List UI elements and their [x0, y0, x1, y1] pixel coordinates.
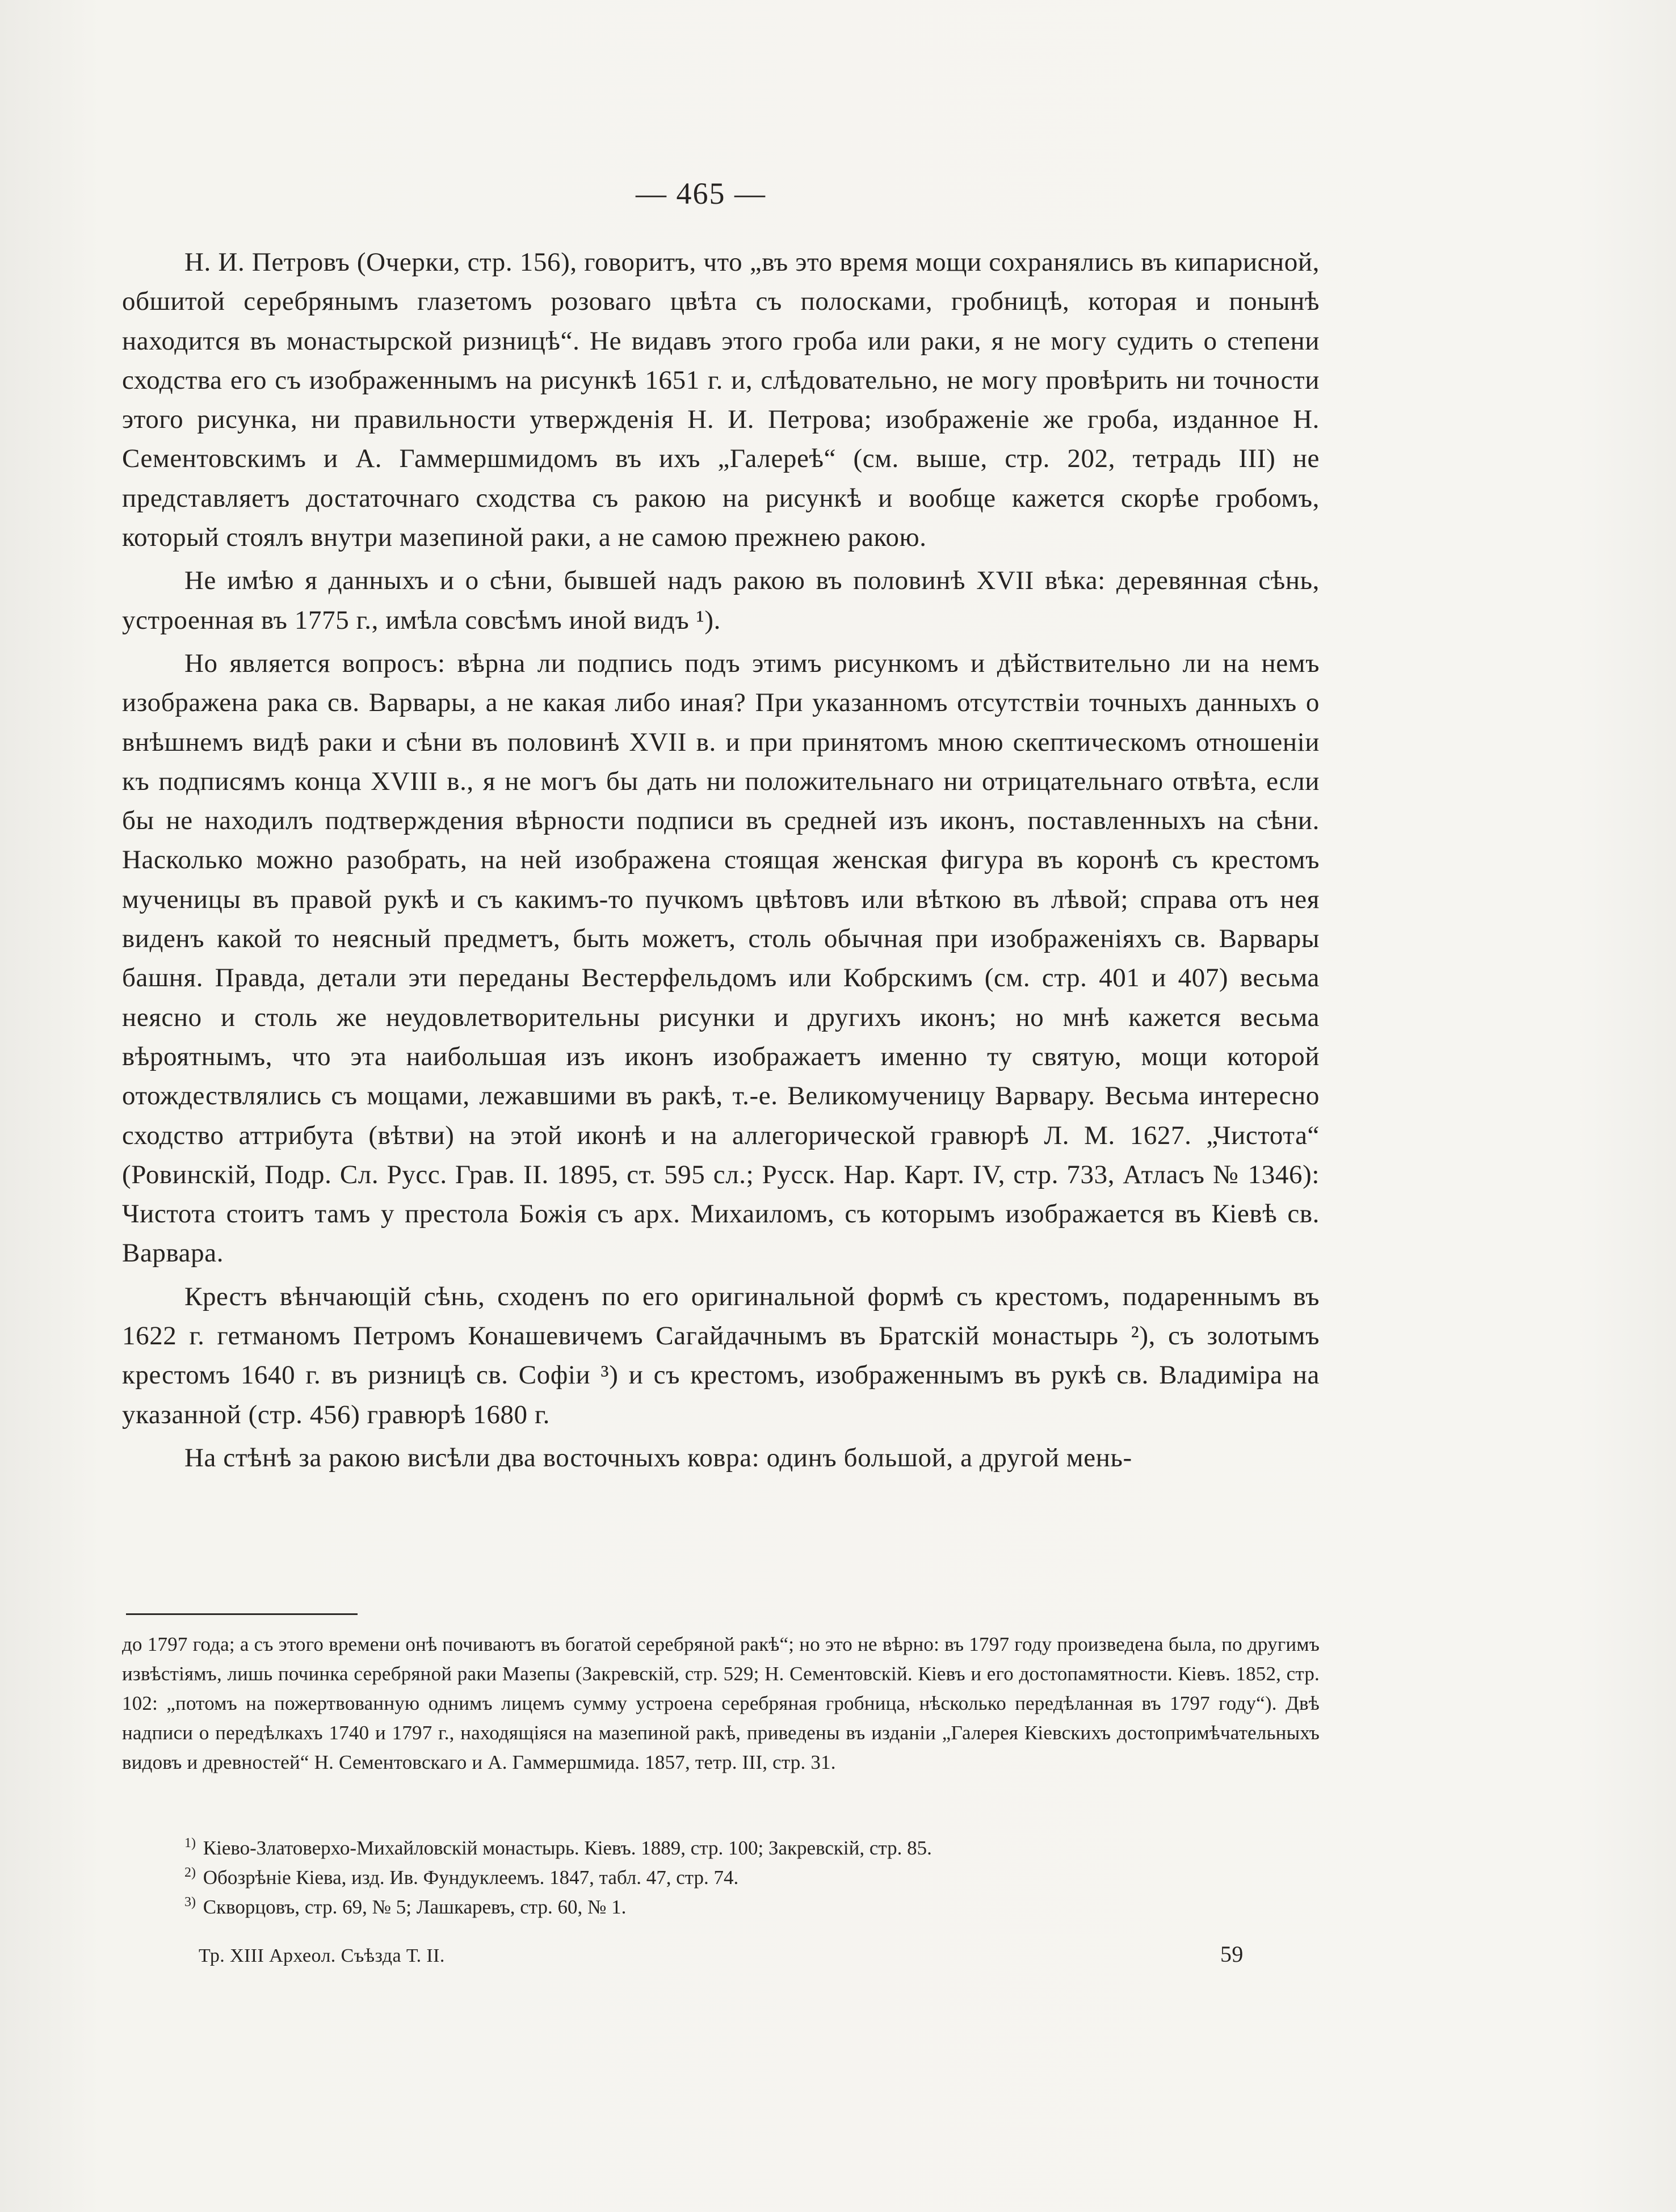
footnote-2-text: Обозрѣніе Кіева, изд. Ив. Фундуклеемъ. 1847, табл. 47, стр. 74.: [203, 1866, 739, 1889]
paragraph-petrov: Н. И. Петровъ (Очерки, стр. 156), говоритъ, что „въ это время мощи сохранялись въ кипарисной, обшитой серебрянымъ глазетомъ розоваго цвѣта съ полосками, гробницѣ, которая и понынѣ находится въ монастырской ризницѣ“. Не видавъ этого гроба или раки, я не могу судить о степени сходства его съ изображеннымъ на рисункѣ 1651 г. и, слѣдовательно, не могу провѣрить ни точности этого рисунка, ни правильности утвержденія Н. И. Петрова; изображеніе же гроба, изданное Н. Сементовскимъ и А. Гаммершмидомъ въ ихъ „Галереѣ“ (см. выше, стр. 202, тетрадь III) не представляетъ достаточнаго сходства съ ракою на рисункѣ и вообще кажется скорѣе гробомъ, который стоялъ внутри мазепиной раки, а не самою прежнею ракою.: [122, 247, 1320, 553]
main-text: [122, 243, 1320, 1478]
paragraph-canopy: Не имѣю я данныхъ и о сѣни, бывшей надъ ракою въ половинѣ XVII вѣка: деревянная сѣнь, устроенная въ 1775 г., имѣла совсѣмъ иной видъ ¹).: [122, 566, 1320, 635]
paragraph-cross: Крестъ вѣнчающій сѣнь, сходенъ по его оригинальной формѣ съ крестомъ, подареннымъ въ 1622 г. гетманомъ Петромъ Конашевичемъ Сагайдачнымъ въ Братскій монастырь ²), съ золотымъ крестомъ 1640 г. въ ризницѣ св. Софіи ³) и съ крестомъ, изображеннымъ въ рукѣ св. Владиміра на указанной (стр. 456) гравюрѣ 1680 г.: [122, 1281, 1320, 1429]
footnote-3-text: Скворцовъ, стр. 69, № 5; Лашкаревъ, стр. 60, № 1.: [203, 1896, 627, 1918]
footnote-2: [122, 1863, 1320, 1893]
footnote-divider: [126, 1613, 358, 1615]
signature-mark: Тр. XIII Археол. Съѣзда Т. II.: [199, 1945, 445, 1966]
sheet-number: 59: [1220, 1941, 1244, 1967]
continued-footnote-text: до 1797 года; а съ этого времени онѣ почиваютъ въ богатой серебряной ракѣ“; но это не вѣрно: въ 1797 году произведена была, по другимъ извѣстіямъ, лишь починка серебряной раки Мазепы (Закревскій, стр. 529; Н. Сементовскій. Кіевъ и его достопамятности. Кіевъ. 1852, стр. 102: „потомъ на пожертвованную однимъ лицемъ сумму устроена серебряная гробница, нѣсколько передѣланная въ 1797 году“). Двѣ надписи о передѣлкахъ 1740 и 1797 г., находящіяся на мазепиной ракѣ, приведены въ изданіи „Галерея Кіевскихъ достопримѣчательныхъ видовъ и древностей“ Н. Сементовскаго и А. Гаммершмида. 1857, тетр. III, стр. 31.: [122, 1633, 1320, 1773]
continued-footnote: [122, 1630, 1320, 1777]
paragraph-carpets: На стѣнѣ за ракою висѣли два восточныхъ ковра: одинъ большой, а другой мень-: [184, 1443, 1132, 1473]
page-number: — 465 —: [636, 176, 766, 211]
footnote-2-mark: 2): [184, 1865, 196, 1881]
footnote-3: [122, 1893, 1320, 1922]
page-footer: [0, 1941, 1676, 1977]
footnote-1: [122, 1833, 1320, 1863]
footnote-1-mark: 1): [184, 1836, 196, 1851]
footnote-3-mark: 3): [184, 1895, 196, 1910]
footnote-1-text: Кіево-Златоверхо-Михайловскій монастырь. Кіевъ. 1889, стр. 100; Закревскій, стр. 85.: [203, 1837, 932, 1859]
paragraph-inscription: Но является вопросъ: вѣрна ли подпись подъ этимъ рисункомъ и дѣйствительно ли на немъ изображена рака св. Варвары, а не какая либо иная? При указанномъ отсутствіи точныхъ данныхъ о внѣшнемъ видѣ раки и сѣни въ половинѣ XVII в. и при принятомъ мною скептическомъ отношеніи къ подписямъ конца XVIII в., я не могъ бы дать ни положительнаго ни отрицательнаго отвѣта, если бы не находилъ подтверждения вѣрности подписи въ средней изъ иконъ, поставленныхъ на сѣни. Насколько можно разобрать, на ней изображена стоящая женская фигура въ коронѣ съ крестомъ мученицы въ правой рукѣ и съ какимъ-то пучкомъ цвѣтовъ или вѣткою въ лѣвой; справа отъ нея виденъ какой то неясный предметъ, быть можетъ, столь обычная при изображеніяхъ св. Варвары башня. Правда, детали эти переданы Вестерфельдомъ или Кобрскимъ (см. стр. 401 и 407) весьма неясно и столь же неудовлетворительны рисунки и другихъ иконъ; но мнѣ кажется весьма вѣроятнымъ, что эта наибольшая изъ иконъ изображаетъ именно ту святую, мощи которой отождествлялись съ мощами, лежавшими въ ракѣ, т.-е. Великомученицу Варвару. Весьма интересно сходство аттрибута (вѣтви) на этой иконѣ и на аллегорической гравюрѣ Л. М. 1627. „Чистота“ (Ровинскій, Подр. Сл. Русс. Грав. II. 1895, ст. 595 сл.; Русск. Нар. Карт. IV, стр. 733, Атласъ № 1346): Чистота стоитъ тамъ у престола Божія съ арх. Михаиломъ, съ которымъ изображается въ Кіевѣ св. Варвара.: [122, 648, 1320, 1268]
footnotes: [122, 1833, 1320, 1922]
